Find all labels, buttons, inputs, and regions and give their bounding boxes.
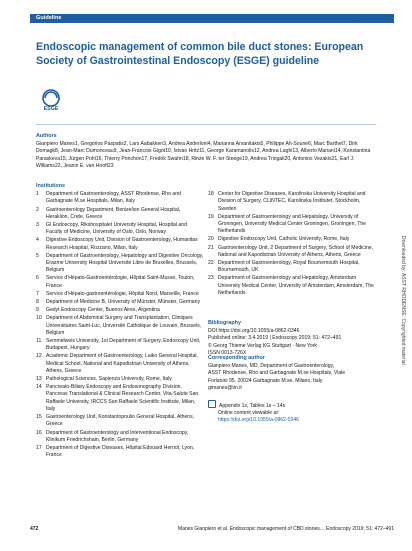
corresponding-line-1: Gianpiero Manes, MD, Department of Gastroenterology, — [208, 363, 335, 370]
institution-text: Department of Gastroenterology and Interventional Endoscopy, Klinikum Friedrichshain, Berlin, Germany — [46, 429, 189, 443]
institution-number: 18 — [208, 191, 214, 198]
institution-item — [36, 376, 204, 383]
divider — [36, 124, 376, 125]
institution-text: Department of Medicine B, University of Münster, Münster, Germany — [46, 299, 201, 306]
institution-item — [36, 384, 204, 413]
institution-number: 3 — [36, 222, 39, 229]
institution-number: 4 — [36, 237, 39, 244]
institutions-right-column — [208, 183, 376, 298]
institution-number: 20 — [208, 236, 214, 243]
institution-text: Department of Gastroenterology, Hepatology and Digestive Oncology, Erasme University Hospital Université Libre de Bruxelles, Brussels, Belgium — [46, 252, 204, 274]
institution-text: Gastroenterology Unit, 2 Department of Surgery, School of Medicine, National and Kapodistrian University of Athens, Athens, Greece — [218, 244, 374, 258]
institution-number: 9 — [36, 307, 39, 314]
institution-number: 14 — [36, 384, 42, 391]
institution-item — [36, 353, 204, 375]
institution-item — [36, 338, 204, 352]
footer-citation: Manes Gianpiero et al. Endoscopic management of CBD stones… Endoscopy 2019; 51: 472–491 — [178, 526, 394, 532]
institution-item — [36, 315, 204, 337]
institution-item — [36, 307, 204, 314]
published-line: Published online: 3.4.2019 | Endoscopy 2019; 51: 472–491 — [208, 335, 342, 342]
institution-text: Digestive Endoscopy Unit, Division of Gastroenterology, Humanitas Research Hospital, Rozzano, Milan, Italy — [46, 237, 198, 251]
institution-item — [36, 207, 204, 221]
institution-item — [36, 237, 204, 251]
institutions-left-list — [36, 191, 204, 459]
institution-text: Department of Abdominal Surgery and Transplantation, Cliniques Universitaires Saint-Luc, Université Catholique de Louvain, Brussels, Belgium — [46, 315, 202, 336]
institution-item — [208, 214, 376, 236]
author-list: Gianpiero Manes1, Gregorios Paspatis2, Lars Aabakken3, Andrea Anderloni4, Marianna Arvanitakis5, Philippe Ah-Soune6, Marc Barthet7, Dirk Domagk8, Jean-Marc Dumonceau9, Jean-Francois Gigot10, Istvan Hritz11, George Karamanolis12, Andrea Laghi13, Alberto Mariani14, Konstantina Paraskeva15, Jürgen Pohl16, Thierry Ponchon17, Fredrik Swahn18, Rinze W. F. ter Steege19, Andrea Tringali20, Antonios Vezakis21, Earl J. Williams22, Jeanin E. van Hooft23 — [36, 141, 371, 169]
institution-number: 7 — [36, 290, 39, 297]
authors-section — [36, 133, 376, 170]
institutions-heading: Institutions — [36, 183, 66, 189]
institution-number: 1 — [36, 191, 39, 198]
corresponding-line-2: ASST Rhodense, Rho and Garbagnate M.se Hospitals, Viale — [208, 370, 346, 377]
institution-item — [36, 430, 204, 444]
publisher-label: ✦ Thieme — [338, 16, 363, 22]
corresponding-email[interactable]: gimanes@tin.it — [208, 384, 242, 391]
institution-number: 5 — [36, 252, 39, 259]
institution-number: 11 — [36, 338, 42, 345]
institution-text: Pathological Sciences, Sapienza University, Rome, Italy — [46, 376, 172, 383]
institution-number: 23 — [208, 275, 214, 282]
institution-item — [208, 236, 376, 243]
thieme-icon: ✦ — [338, 16, 343, 22]
supplementary-section — [208, 400, 376, 425]
institution-item — [36, 414, 204, 428]
institution-text: Gedyt Endoscopy Center, Buenos Aires, Argentina — [46, 307, 160, 314]
institution-number: 19 — [208, 213, 214, 220]
institution-number: 16 — [36, 429, 42, 436]
supplementary-link[interactable]: https://doi.org/10.1055/a-0862-0346 — [218, 417, 299, 424]
institution-text: GI Endoscopy, Rikshospitalet University Hospital, Hospital and Faculty of Medicine, University of Oslo, Oslo, Norway — [46, 222, 187, 236]
institution-text: Service d'Hépato-Gastroentérologie, Hôpital Saint-Musse, Toulon, France — [46, 275, 195, 289]
institution-item — [208, 245, 376, 259]
institution-number: 2 — [36, 206, 39, 213]
institutions-right-list — [208, 191, 376, 297]
institution-text: Service d'Hépato-gastroentérologie, Hôpital Nord, Marseille, France — [46, 290, 199, 297]
authors-heading: Authors — [36, 133, 57, 139]
copyright-line: © Georg Thieme Verlag KG Stuttgart · New York — [208, 342, 317, 349]
article-type-tag: Guideline — [36, 15, 62, 21]
institution-item — [36, 253, 204, 275]
institution-number: 10 — [36, 315, 42, 322]
esge-logo-text: ESGE — [43, 106, 59, 112]
corresponding-author-section — [208, 355, 376, 392]
institution-number: 22 — [208, 260, 214, 267]
institution-text: Gastroenterology Department, Benizelion General Hospital, Heraklion, Crete, Greece — [46, 206, 181, 220]
institution-text: Department of Gastroenterology and Hepatology, University of Groningen, University Medical Center Groningen, Groningen, The Netherlands — [218, 213, 366, 235]
institution-item — [36, 191, 204, 205]
institution-item — [36, 275, 204, 289]
institution-number: 13 — [36, 376, 42, 383]
institution-item — [208, 275, 376, 297]
supplementary-line-1: Appendix 1s, Tables 1s – 14s — [208, 400, 376, 410]
supplement-icon — [208, 400, 216, 408]
esge-logo — [36, 88, 66, 116]
institution-text: Gastroenterology Unit, Konstantopoulio General Hospital, Athens, Greece — [46, 414, 195, 428]
institution-number: 15 — [36, 414, 42, 421]
supplementary-line-2: Online content viewable at: — [218, 410, 280, 417]
bibliography-section — [208, 320, 376, 357]
institution-text: Digestive Endoscopy Unit, Catholic University, Rome, Italy — [218, 236, 350, 243]
download-notice: Downloaded by: ASST RHODENSE. Copyrighted material. — [400, 236, 406, 366]
institution-item — [36, 299, 204, 306]
institution-text: Pancreato-Biliary Endoscopy and Endosonography Division, Pancreas Translational & Clinical Research Center, Vita-Salute San Raffaele University, IRCCS San Raffaele Scientific Institute, Milan, Italy — [46, 384, 199, 412]
institution-number: 6 — [36, 275, 39, 282]
institution-text: Academic Department of Gastroenterology, Laiko General Hospital, Medical School, National and Kapodistrian University of Athens, Athens, Greece — [46, 353, 198, 374]
institution-item — [208, 260, 376, 274]
institution-text: Center for Digestive Diseases, Karolinska University Hospital and Division of Surgery, CLINTEC, Karolinska Institutet, Stockholm, Sweden — [218, 191, 366, 212]
institution-item — [36, 222, 204, 236]
institutions-left-column — [36, 183, 204, 460]
institution-text: Department of Digestive Diseases, Hôpital Edouard Herriot, Lyon, France — [46, 444, 195, 459]
institution-number: 8 — [36, 299, 39, 306]
article-title: Endoscopic management of common bile duct stones: European Society of Gastrointestinal Endoscopy (ESGE) guideline — [36, 41, 364, 67]
institution-item — [36, 291, 204, 298]
corresponding-heading: Corresponding author — [208, 355, 265, 361]
corresponding-line-3: Forlanini 95, 20024 Garbagnate M.se, Milano, Italy — [208, 377, 323, 384]
institution-number: 21 — [208, 244, 214, 251]
institution-text: Semmelweis University, 1st Department of Surgery, Endoscopy Unit, Budapest, Hungary — [46, 338, 201, 352]
institution-number: 12 — [36, 353, 42, 360]
institution-number: 17 — [36, 444, 42, 451]
institution-text: Department of Gastroenterology, ASST Rhodense, Rho and Garbagnate M.se Hospitals, Milan, Italy — [46, 191, 181, 205]
issn-line: ISSN 0013-726X — [208, 349, 247, 356]
page-footer — [30, 525, 394, 533]
page-number: 472 — [30, 526, 39, 532]
bibliography-heading: Bibliography — [208, 320, 241, 326]
institution-item — [208, 191, 376, 213]
institution-text: Department of Gastroenterology and Hepatology, Amsterdam University Medical Center, University of Amsterdam, Amsterdam, The Netherlands — [218, 275, 374, 296]
institution-text: Department of Gastroenterology, Royal Bournemouth Hospital, Bournemouth, UK — [218, 260, 360, 274]
institution-item — [36, 445, 204, 459]
doi-line[interactable]: DOI https://doi.org/10.1055/a-0862-0346 — [208, 328, 300, 335]
